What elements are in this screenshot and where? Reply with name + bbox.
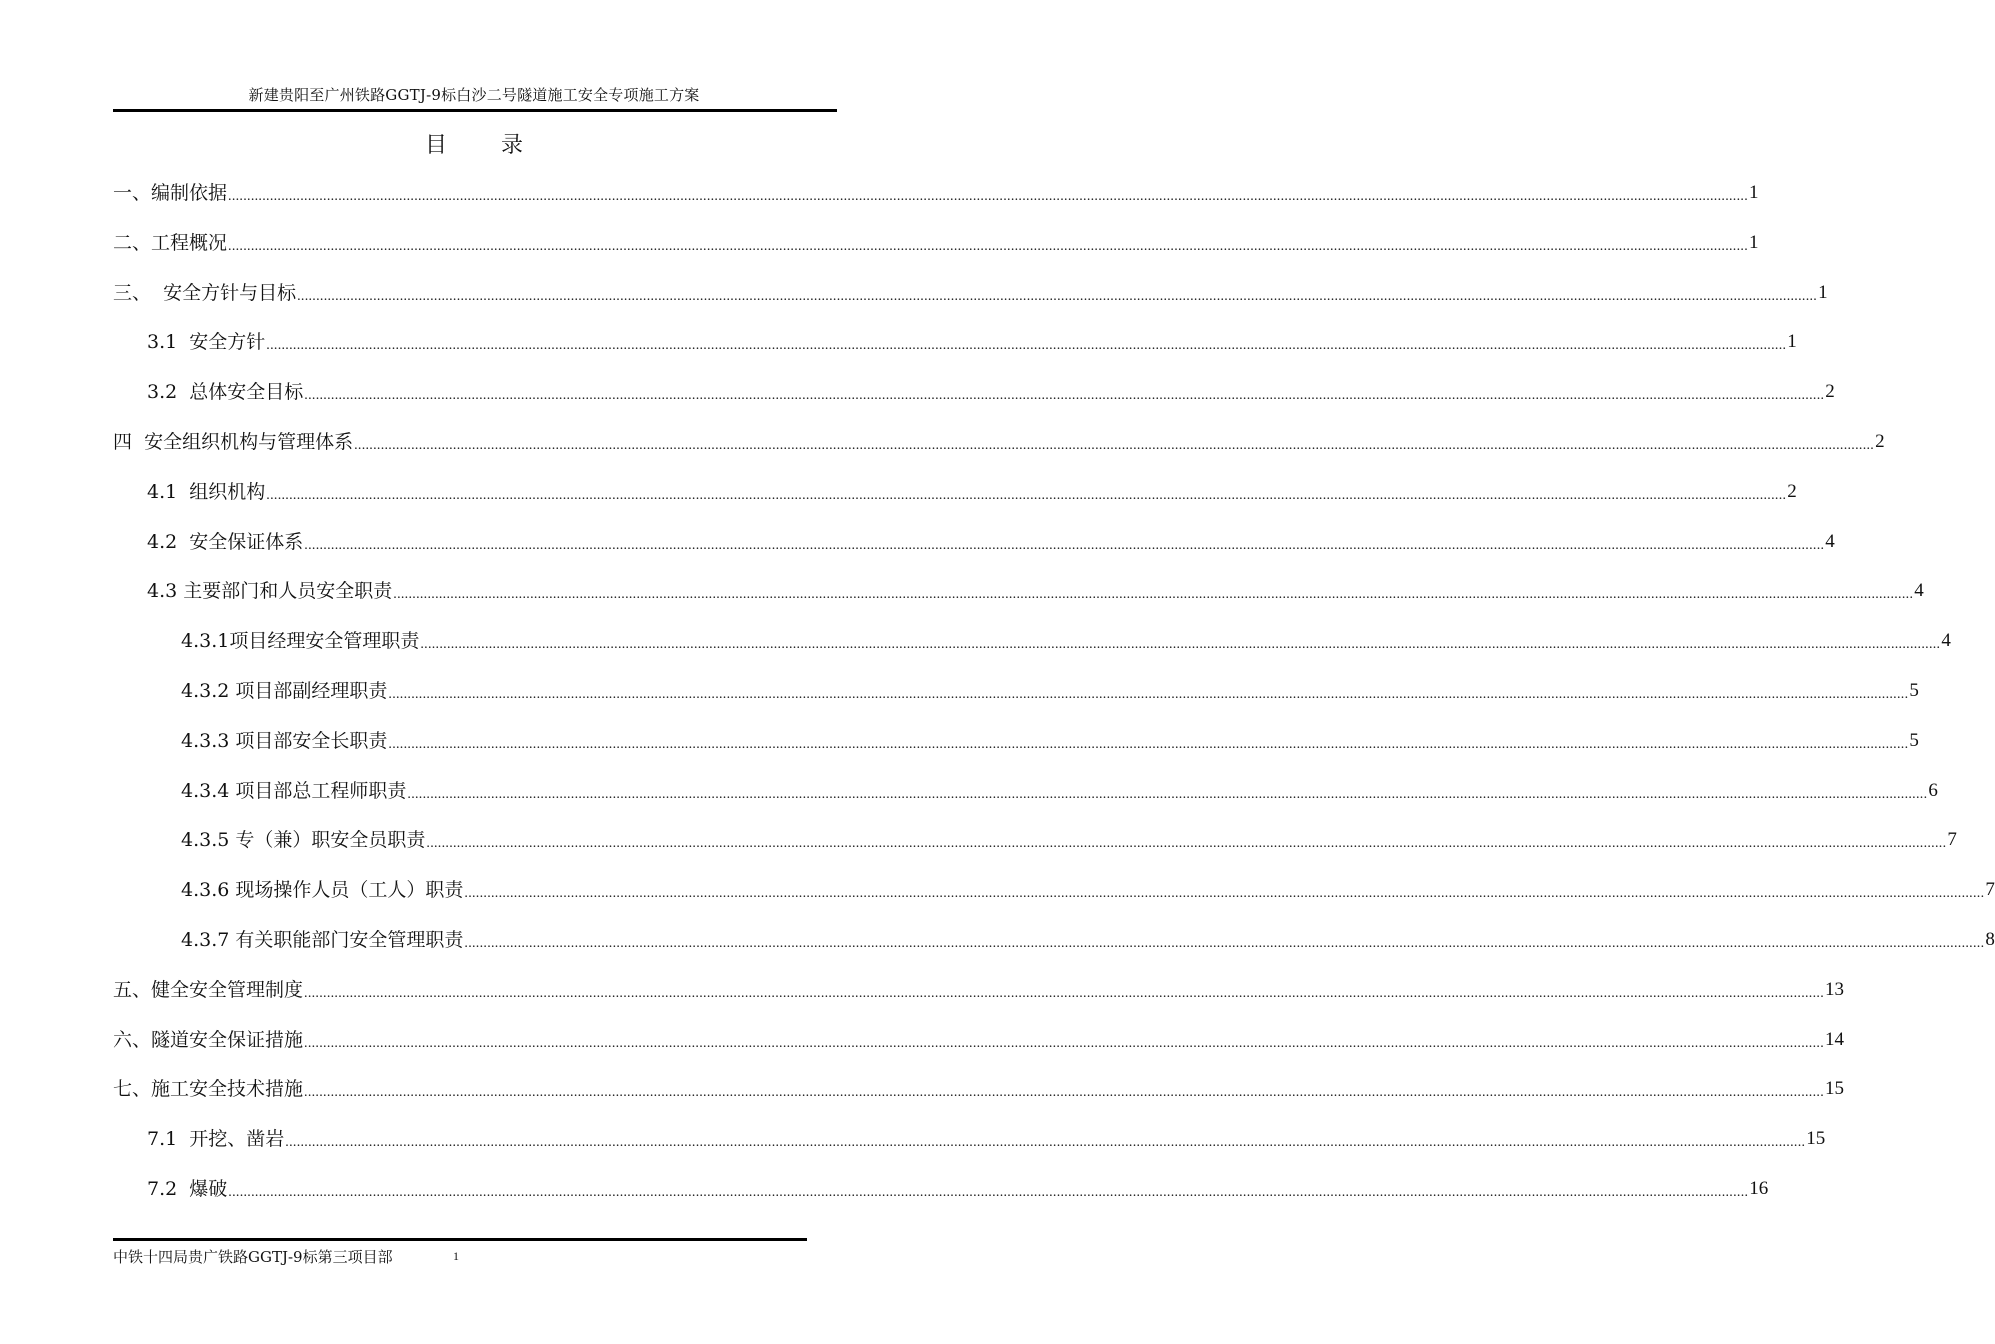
toc-entry-label: 一、编制依据 [113,182,228,204]
toc-entry-label: 4.3.2 项目部副经理职责 [181,680,388,702]
toc-entry-page: 14 [1825,1028,1845,1050]
toc-leader-dots: ................................................................................................................................................................................................................................................................................................................................................................................................................ [304,1035,1825,1051]
toc-entry-page: 15 [1806,1128,1826,1150]
toc-leader-dots: ................................................................................................................................................................................................................................................................................................................................................................................................................ [304,1085,1825,1101]
toc-entry[interactable] [181,875,1995,905]
toc-entry[interactable] [147,576,1924,606]
toc-leader-dots: ................................................................................................................................................................................................................................................................................................................................................................................................................ [228,1185,1749,1200]
toc-entry-label: 4.3.3 项目部安全长职责 [181,729,388,752]
toc-entry[interactable] [113,1074,1845,1104]
toc-entry-label: 7.1 开挖、凿岩 [147,1128,285,1151]
toc-title [0,128,950,159]
toc-entry-page: 13 [1825,978,1845,1000]
toc-entry-page: 2 [1787,480,1797,502]
toc-entry-page: 1 [1749,182,1759,203]
toc-entry[interactable] [113,178,1759,208]
toc-leader-dots: ................................................................................................................................................................................................................................................................................................................................................................................................................ [354,438,1875,453]
toc-leader-dots: ................................................................................................................................................................................................................................................................................................................................................................................................................ [266,487,1787,503]
toc-entry-label: 4.3.5 专（兼）职安全员职责 [181,829,426,852]
toc-entry[interactable] [113,1025,1845,1055]
toc-entry[interactable] [147,377,1835,407]
toc-entry-page: 5 [1909,680,1919,701]
toc-entry-label: 4.2 安全保证体系 [147,530,304,553]
toc-entry[interactable] [113,427,1885,457]
toc-entry-page: 8 [1985,929,1995,950]
toc-entry[interactable] [113,278,1828,308]
toc-entry-page: 7 [1985,879,1995,901]
toc-entry-page: 15 [1825,1078,1845,1100]
toc-leader-dots: ................................................................................................................................................................................................................................................................................................................................................................................................................ [426,836,1947,852]
toc-entry-page: 4 [1941,630,1951,652]
toc-entry-label: 4.3.7 有关职能部门安全管理职责 [181,929,464,951]
toc-entry-page: 1 [1787,331,1797,353]
toc-entry-label: 4.3.6 现场操作人员（工人）职责 [181,879,464,902]
toc-entry-label: 4.1 组织机构 [147,480,266,503]
toc-leader-dots: ................................................................................................................................................................................................................................................................................................................................................................................................................ [285,1135,1806,1151]
toc-entry-label: 二、工程概况 [113,231,228,254]
footer-rule [113,1238,807,1241]
toc-entry-label: 四 安全组织机构与管理体系 [113,431,354,453]
toc-entry-page: 2 [1825,381,1835,403]
toc-entry[interactable] [113,228,1759,258]
header-rule [113,109,837,112]
toc-leader-dots: ................................................................................................................................................................................................................................................................................................................................................................................................................ [228,189,1749,204]
toc-entry-page: 5 [1909,729,1919,751]
toc-entry[interactable] [181,825,1957,855]
toc-leader-dots: ................................................................................................................................................................................................................................................................................................................................................................................................................ [464,936,1985,951]
toc-entry[interactable] [147,1174,1769,1204]
toc-entry-page: 1 [1749,231,1759,253]
toc-entry[interactable] [181,726,1919,756]
toc-entry-page: 1 [1818,281,1828,303]
toc-leader-dots: ................................................................................................................................................................................................................................................................................................................................................................................................................ [407,786,1928,802]
toc-entry-label: 4.3.1项目经理安全管理职责 [181,630,420,653]
toc-entry-label: 七、施工安全技术措施 [113,1078,304,1101]
toc-entry-label: 4.3 主要部门和人员安全职责 [147,580,393,603]
toc-entry[interactable] [181,676,1919,706]
toc-leader-dots: ................................................................................................................................................................................................................................................................................................................................................................................................................ [388,736,1909,752]
toc-entry-page: 4 [1825,530,1835,552]
toc-entry-label: 7.2 爆破 [147,1178,228,1200]
footer-page-number: 1 [453,1249,459,1263]
toc-leader-dots: ................................................................................................................................................................................................................................................................................................................................................................................................................ [266,338,1787,354]
toc-title-left: 目 [424,133,449,158]
toc-leader-dots: ................................................................................................................................................................................................................................................................................................................................................................................................................ [393,587,1914,603]
toc-entry-page: 4 [1914,580,1924,602]
toc-entry-page: 6 [1928,779,1938,801]
toc-entry-label: 3.2 总体安全目标 [147,381,304,404]
toc-leader-dots: ................................................................................................................................................................................................................................................................................................................................................................................................................ [304,388,1825,404]
toc-entry[interactable] [147,1124,1826,1154]
toc-leader-dots: ................................................................................................................................................................................................................................................................................................................................................................................................................ [228,238,1749,254]
toc-entry[interactable] [181,776,1938,806]
toc-entry[interactable] [181,925,1995,955]
toc-leader-dots: ................................................................................................................................................................................................................................................................................................................................................................................................................ [388,687,1909,702]
page-header-title: 新建贵阳至广州铁路GGTJ-9标白沙二号隧道施工安全专项施工方案 [248,86,700,104]
toc-entry[interactable] [147,527,1835,557]
toc-entry-label: 五、健全安全管理制度 [113,978,304,1001]
toc-entry[interactable] [147,327,1797,357]
toc-entry[interactable] [181,626,1951,656]
toc-entry-label: 4.3.4 项目部总工程师职责 [181,779,407,802]
toc-leader-dots: ................................................................................................................................................................................................................................................................................................................................................................................................................ [464,886,1985,902]
toc-title-right: 录 [501,133,526,158]
toc-entry-page: 2 [1875,431,1885,452]
toc-entry-page: 16 [1749,1178,1769,1199]
toc-entry-page: 7 [1947,829,1957,851]
toc-leader-dots: ................................................................................................................................................................................................................................................................................................................................................................................................................ [304,537,1825,553]
toc-entry-label: 3.1 安全方针 [147,331,266,354]
toc-leader-dots: ................................................................................................................................................................................................................................................................................................................................................................................................................ [297,288,1818,304]
footer-text: 中铁十四局贵广铁路GGTJ-9标第三项目部 [113,1248,393,1266]
toc-entry-label: 三、 安全方针与目标 [113,281,297,304]
toc-entry[interactable] [113,975,1845,1005]
toc-leader-dots: ................................................................................................................................................................................................................................................................................................................................................................................................................ [420,637,1941,653]
toc-leader-dots: ................................................................................................................................................................................................................................................................................................................................................................................................................ [304,985,1825,1001]
toc-entry[interactable] [147,477,1797,507]
toc-entry-label: 六、隧道安全保证措施 [113,1028,304,1051]
